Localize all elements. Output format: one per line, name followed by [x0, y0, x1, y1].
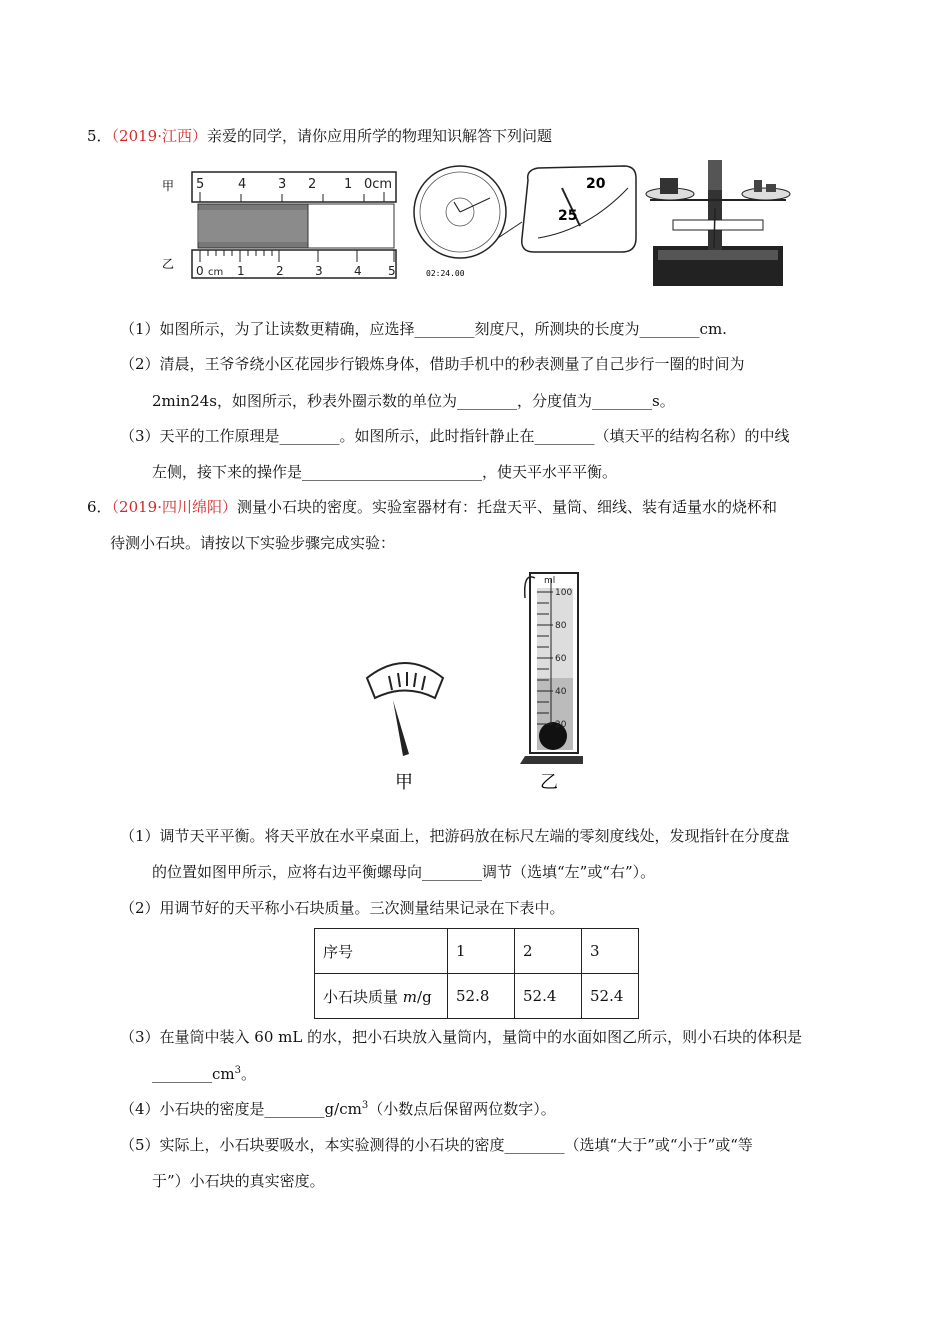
table-cell: 序号	[315, 929, 448, 974]
q5-figure	[158, 158, 810, 288]
ruler-bottom-tick-5: 5	[388, 264, 396, 278]
cylinder-tick-20: 20	[555, 720, 567, 730]
table-cell: 2	[515, 929, 582, 974]
q6-sub4-sup: 3	[361, 1100, 369, 1111]
table-cell	[315, 974, 448, 1019]
table-cell: 52.4	[582, 974, 639, 1019]
q6-sub5-line2: 于”）小石块的真实密度。	[152, 1172, 325, 1190]
q5-sub1: （1）如图所示，为了让读数更精确，应选择________刻度尺，所测块的长度为________cm.	[120, 320, 727, 338]
q6-sub3-line2	[152, 1063, 256, 1085]
q6-sub2: （2）用调节好的天平称小石块质量。三次测量结果记录在下表中。	[120, 899, 565, 917]
ruler-top-tick-1: 4	[238, 177, 247, 192]
q6-sub1-line1: （1）调节天平平衡。将天平放在水平桌面上，把游码放在标尺左端的零刻度线处，发现指针在分度盘	[120, 827, 790, 845]
q5-sub3-line1: （3）天平的工作原理是________。如图所示，此时指针静止在________（填天平的结构名称）的中线	[120, 427, 790, 445]
q6-stem-line1: 测量小石块的密度。实验室器材有：托盘天平、量筒、细线、装有适量水的烧杯和	[237, 498, 778, 516]
dial-number-25: 25	[558, 208, 578, 224]
q6-label-yi: 乙	[540, 772, 558, 793]
ruler-top-tick-5: 0cm	[364, 177, 393, 192]
ruler-top	[192, 172, 396, 202]
cylinder-tick-100: 100	[555, 588, 573, 598]
q6-sub3-blank: ________cm	[152, 1065, 235, 1083]
ruler-top-tick-4: 1	[344, 177, 353, 192]
q5-sub2-line1: （2）清晨，王爷爷绕小区花园步行锻炼身体，借助手机中的秒表测量了自己步行一圈的时间为	[120, 355, 745, 373]
row-label-var: m	[402, 987, 418, 1006]
stopwatch	[414, 166, 506, 278]
row-label-pre: 小石块质量	[323, 987, 403, 1006]
q5-number: 5．	[87, 127, 112, 145]
q6-label-jia: 甲	[395, 772, 413, 793]
cylinder-unit: ml	[544, 576, 556, 586]
q6-stem-line2: 待测小石块。请按以下实验步骤完成实验：	[110, 534, 396, 552]
ruler-bottom-tick-2: 2	[276, 264, 284, 278]
ruler-bottom-tick-3: 3	[315, 264, 323, 278]
ruler-top-tick-2: 3	[278, 177, 287, 192]
table-row	[315, 974, 639, 1019]
table-cell: 3	[582, 929, 639, 974]
q5-label-jia: 甲	[162, 179, 175, 193]
q5-heading	[87, 125, 552, 147]
q6-sub3-end: 。	[241, 1065, 257, 1083]
ruler-bottom	[192, 250, 396, 278]
table-cell: 1	[448, 929, 515, 974]
mass-table	[314, 928, 639, 1019]
q5-sub3-line2: 左侧，接下来的操作是________________________，使天平水平平衡。	[152, 463, 618, 481]
ruler-top-tick-3: 2	[308, 177, 317, 192]
ruler-bottom-tick-0: 0	[196, 264, 204, 278]
q5-source: （2019·江西）	[111, 127, 207, 145]
graduated-cylinder	[520, 573, 583, 793]
table-row	[315, 929, 639, 974]
dial-callout	[498, 166, 636, 252]
q5-label-yi: 乙	[162, 257, 175, 271]
table-cell: 52.8	[448, 974, 515, 1019]
ruler-bottom-tick-4: 4	[354, 264, 362, 278]
q5-stem: 亲爱的同学，请你应用所学的物理知识解答下列问题	[207, 127, 553, 145]
q6-number: 6．	[87, 498, 112, 516]
ruler-top-tick-0: 5	[196, 177, 205, 192]
q6-sub5-line1: （5）实际上，小石块要吸水，本实验测得的小石块的密度________（选填“大于”或“小于”或“等	[120, 1136, 753, 1154]
q6-sub4-post: （小数点后保留两位数字）。	[368, 1100, 556, 1118]
q5-sub2-line2: 2min24s，如图所示，秒表外圈示数的单位为________，分度值为________s。	[152, 392, 675, 410]
stopwatch-readout: 02:24.00	[426, 269, 465, 278]
balance	[646, 160, 790, 286]
q6-sub3-line1: （3）在量筒中装入 60 mL 的水，把小石块放入量筒内，量筒中的水面如图乙所示，则小石块的体积是	[120, 1028, 803, 1046]
q6-sub4	[120, 1098, 556, 1120]
balance-dial	[367, 663, 443, 793]
q6-sub4-pre: （4）小石块的密度是________g/cm	[120, 1100, 362, 1118]
row-label-post: /g	[417, 987, 432, 1006]
cylinder-tick-60: 60	[555, 654, 567, 664]
ruler-bottom-unit: cm	[208, 267, 224, 278]
q6-sub1-line2: 的位置如图甲所示，应将右边平衡螺母向________调节（选填“左”或“右”）。	[152, 863, 656, 881]
dial-number-20: 20	[586, 176, 606, 192]
table-cell: 52.4	[515, 974, 582, 1019]
q6-sub3-sup: 3	[234, 1065, 241, 1076]
ruler-bottom-tick-1: 1	[237, 264, 245, 278]
cylinder-tick-40: 40	[555, 687, 567, 697]
cylinder-tick-80: 80	[555, 621, 567, 631]
q6-heading	[87, 496, 777, 518]
q6-source: （2019·四川绵阳）	[111, 498, 237, 516]
q6-figure	[355, 568, 585, 798]
